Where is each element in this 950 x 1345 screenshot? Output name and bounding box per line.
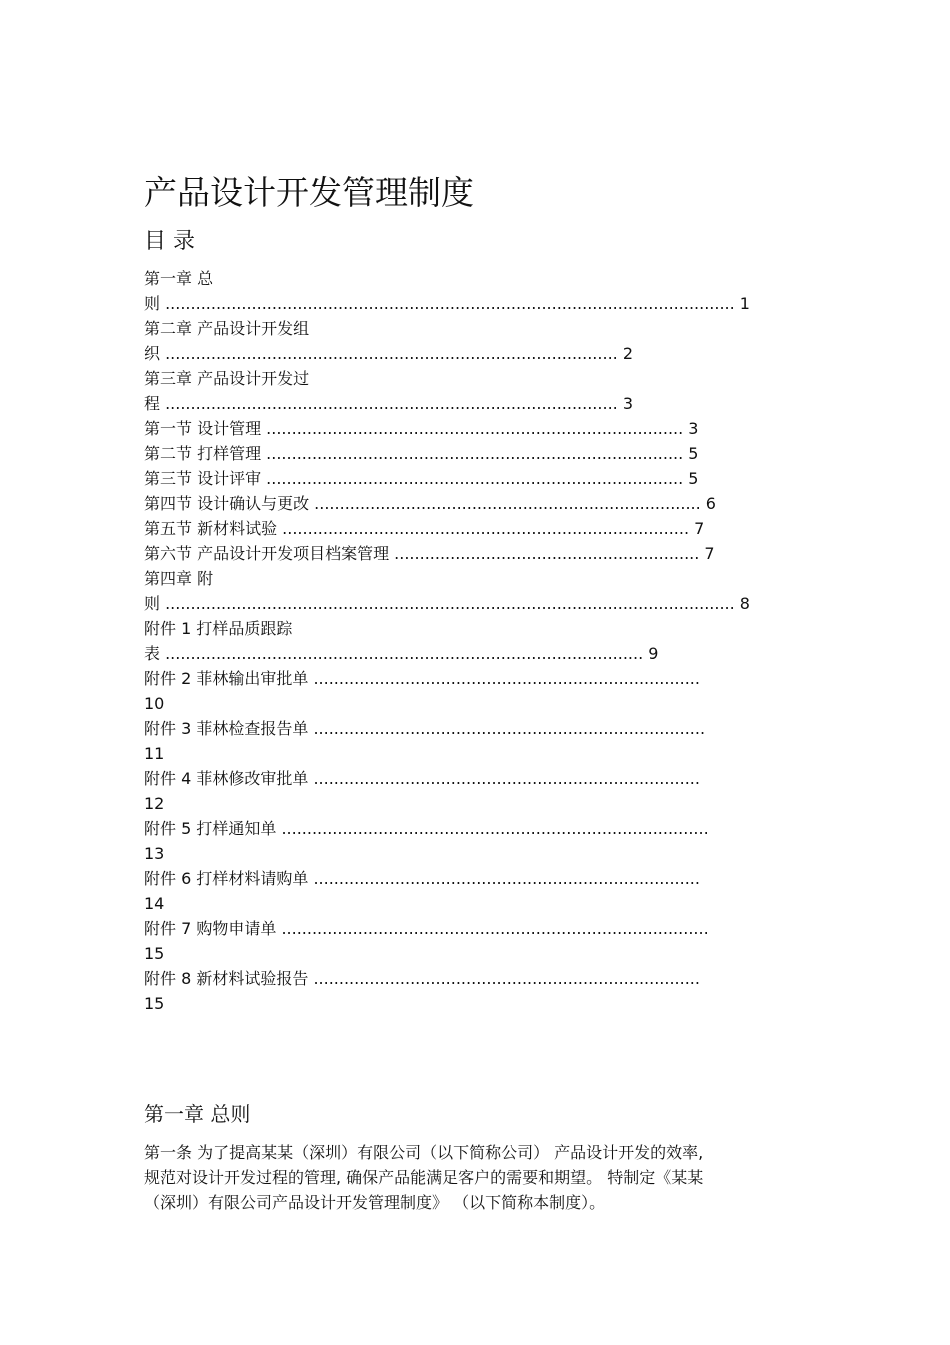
toc-line[interactable]: 15 bbox=[144, 994, 165, 1013]
toc-line[interactable]: 第一章 总 bbox=[144, 269, 214, 288]
toc-line[interactable]: 12 bbox=[144, 794, 165, 813]
paragraph-line: 规范对设计开发过程的管理, 确保产品能满足客户的需要和期望。 特制定《某某 bbox=[144, 1168, 704, 1187]
toc-line[interactable]: 附件 8 新材料试验报告 ............................................................................ bbox=[144, 969, 700, 988]
toc-line[interactable]: 织 ......................................................................................... 2 bbox=[144, 344, 634, 363]
toc-line[interactable]: 第三节 设计评审 .................................................................................. 5 bbox=[144, 469, 699, 488]
toc-line[interactable]: 第二章 产品设计开发组 bbox=[144, 319, 310, 338]
toc-line[interactable]: 附件 1 打样品质跟踪 bbox=[144, 619, 293, 638]
toc-line[interactable]: 附件 7 购物申请单 .................................................................................... bbox=[144, 919, 709, 938]
toc-line[interactable]: 第四节 设计确认与更改 ............................................................................ 6 bbox=[144, 494, 716, 513]
toc-line[interactable]: 附件 6 打样材料请购单 ............................................................................ bbox=[144, 869, 700, 888]
document-title: 产品设计开发管理制度 bbox=[144, 173, 474, 212]
toc-line[interactable]: 附件 3 菲林检查报告单 ............................................................................. bbox=[144, 719, 706, 738]
toc-line[interactable]: 14 bbox=[144, 894, 165, 913]
toc-line[interactable]: 15 bbox=[144, 944, 165, 963]
paragraph-line: 第一条 为了提高某某（深圳）有限公司（以下简称公司） 产品设计开发的效率, bbox=[144, 1143, 704, 1162]
toc-line[interactable]: 则 ................................................................................................................ 1 bbox=[144, 294, 750, 313]
toc-line[interactable]: 程 ......................................................................................... 3 bbox=[144, 394, 634, 413]
paragraph-line: （深圳）有限公司产品设计开发管理制度》 （以下简称本制度）。 bbox=[144, 1193, 606, 1212]
toc-line[interactable]: 第五节 新材料试验 ................................................................................ 7 bbox=[144, 519, 705, 538]
toc-line[interactable]: 10 bbox=[144, 694, 165, 713]
toc-line[interactable]: 表 .............................................................................................. 9 bbox=[144, 644, 659, 663]
toc-line[interactable]: 第六节 产品设计开发项目档案管理 ............................................................ 7 bbox=[144, 544, 715, 563]
toc-heading: 目 录 bbox=[144, 229, 195, 254]
toc-line[interactable]: 则 ................................................................................................................ 8 bbox=[144, 594, 750, 613]
toc-line[interactable]: 13 bbox=[144, 844, 165, 863]
toc-line[interactable]: 附件 2 菲林输出审批单 ............................................................................ bbox=[144, 669, 700, 688]
toc-line[interactable]: 第四章 附 bbox=[144, 569, 214, 588]
chapter-heading: 第一章 总则 bbox=[144, 1102, 251, 1126]
chapter-paragraph bbox=[144, 1140, 824, 1215]
toc-line[interactable]: 第一节 设计管理 .................................................................................. 3 bbox=[144, 419, 699, 438]
toc-line[interactable]: 第二节 打样管理 .................................................................................. 5 bbox=[144, 444, 699, 463]
toc-line[interactable]: 附件 5 打样通知单 .................................................................................... bbox=[144, 819, 709, 838]
toc-line[interactable]: 第三章 产品设计开发过 bbox=[144, 369, 310, 388]
toc-line[interactable]: 附件 4 菲林修改审批单 ............................................................................ bbox=[144, 769, 700, 788]
toc-line[interactable]: 11 bbox=[144, 744, 165, 763]
